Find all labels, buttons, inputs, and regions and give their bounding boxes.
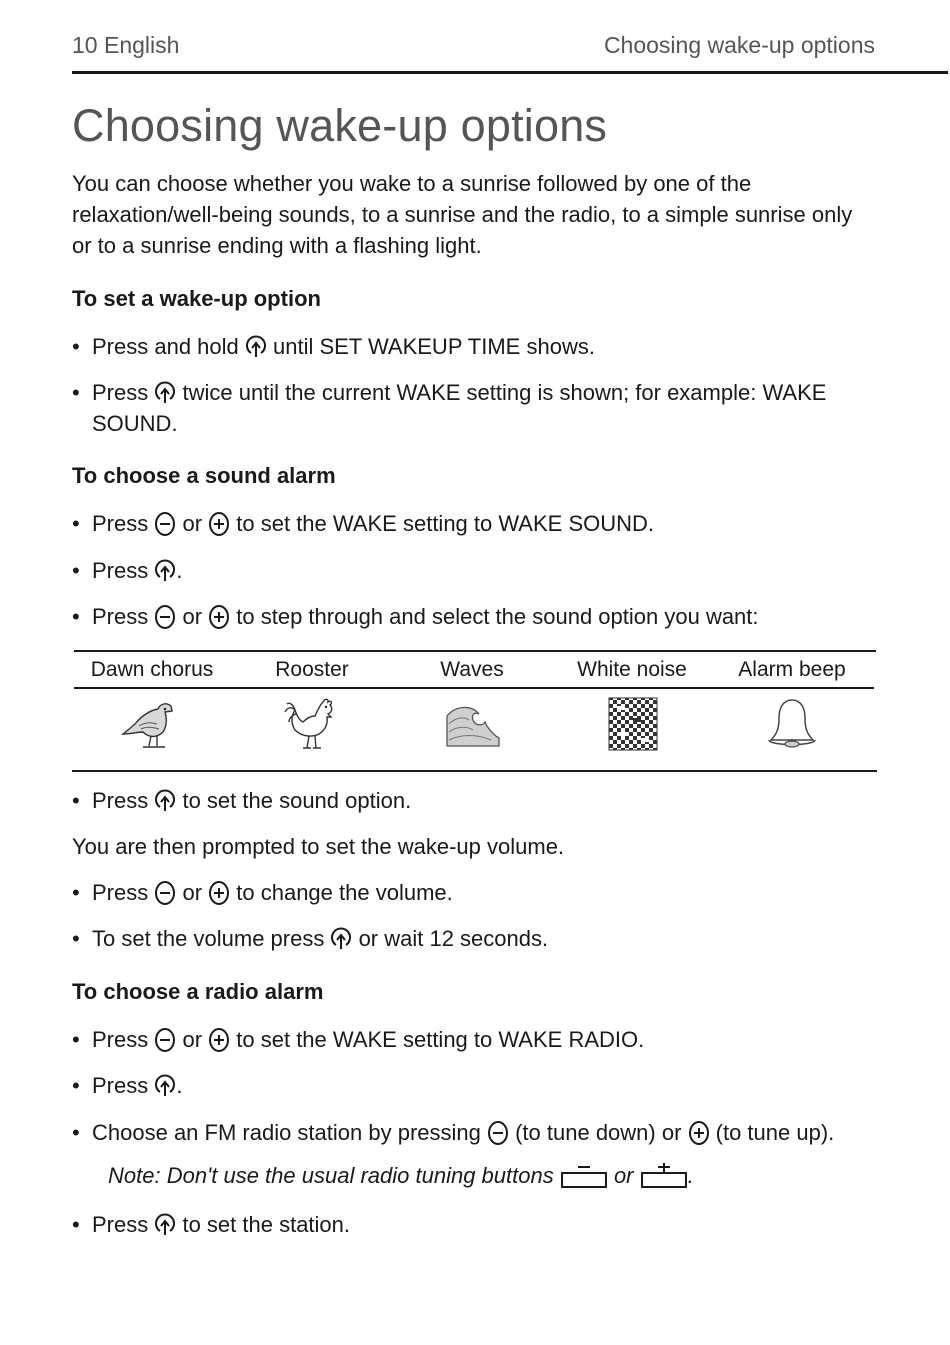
text: or wait 12 seconds.	[352, 926, 549, 951]
table-cell	[552, 696, 712, 757]
table-header-cell: Rooster	[275, 658, 349, 681]
plus-button-icon	[208, 1027, 230, 1053]
table-header-cell: Waves	[440, 658, 504, 681]
rooster-icon	[281, 696, 343, 752]
text: or	[607, 1163, 640, 1188]
text: or	[176, 511, 209, 536]
bullet: •	[72, 1027, 80, 1052]
select-button-icon	[154, 788, 176, 814]
table-header-rule	[74, 687, 874, 689]
select-button-icon	[154, 1212, 176, 1238]
bullet: •	[72, 788, 80, 813]
text: Choose an FM radio station by pressing	[92, 1120, 487, 1145]
text: To set the volume press	[92, 926, 331, 951]
text: Press	[92, 558, 155, 583]
bullet: •	[72, 1120, 80, 1145]
note-text	[108, 1163, 694, 1189]
tune-up-button-icon	[640, 1163, 688, 1189]
text: Press	[92, 511, 155, 536]
table-bottom-rule	[72, 770, 877, 772]
text: or	[176, 1027, 209, 1052]
table-cell	[232, 696, 392, 757]
text: Press	[92, 380, 155, 405]
bullet: •	[72, 1212, 80, 1237]
minus-button-icon	[154, 880, 176, 906]
text: .	[176, 558, 183, 583]
plus-button-icon	[208, 511, 230, 537]
bullet: •	[72, 380, 80, 405]
text: to set the WAKE setting to WAKE SOUND.	[230, 511, 654, 536]
text: to set the sound option.	[176, 788, 412, 813]
section-heading-sound-alarm: To choose a sound alarm	[72, 463, 336, 488]
minus-button-icon	[154, 604, 176, 630]
minus-button-icon	[487, 1120, 509, 1146]
text: .	[687, 1163, 694, 1188]
bullet: •	[72, 334, 80, 359]
table-cell	[712, 696, 872, 757]
table-header-cell: Alarm beep	[738, 658, 846, 681]
text: (to tune down) or	[508, 1120, 688, 1145]
page-number-label: 10 English	[72, 32, 180, 58]
text: Press	[92, 1212, 155, 1237]
section-heading-set-option: To set a wake-up option	[72, 286, 321, 311]
plus-button-icon	[688, 1120, 710, 1146]
text: Press and hold	[92, 334, 245, 359]
volume-prompt-text: You are then prompted to set the wake-up volume.	[72, 834, 565, 859]
text: (to tune up).	[709, 1120, 835, 1145]
page-title: Choosing wake-up options	[72, 100, 608, 151]
running-header	[72, 32, 875, 59]
text: until SET WAKEUP TIME shows.	[266, 334, 595, 359]
minus-button-icon	[154, 1027, 176, 1053]
select-button-icon	[154, 380, 176, 406]
bullet: •	[72, 558, 80, 583]
bird-icon	[121, 696, 183, 752]
text: .	[176, 1073, 183, 1098]
select-button-icon	[330, 926, 352, 952]
wave-icon	[441, 696, 503, 752]
minus-button-icon	[154, 511, 176, 537]
text: Note: Don't use the usual radio tuning buttons	[108, 1163, 560, 1188]
text: or	[176, 880, 209, 905]
table-cell	[72, 696, 232, 757]
running-title: Choosing wake-up options	[603, 32, 875, 58]
select-button-icon	[154, 1073, 176, 1099]
bullet: •	[72, 511, 80, 536]
text: to set the WAKE setting to WAKE RADIO.	[230, 1027, 645, 1052]
table-top-rule	[74, 650, 876, 652]
text: Press	[92, 1073, 155, 1098]
text: Press	[92, 1027, 155, 1052]
bullet: •	[72, 604, 80, 629]
text: to step through and select the sound option you want:	[230, 604, 759, 629]
table-header-cell: White noise	[577, 658, 687, 681]
select-button-icon	[154, 558, 176, 584]
text: Press	[92, 788, 155, 813]
text: twice until the current WAKE setting is shown; for example: WAKE SOUND.	[92, 380, 827, 436]
intro-paragraph: You can choose whether you wake to a sunrise followed by one of the relaxation/well-being sounds, to a sunrise and the radio, to a simple sunrise only or to a sunrise ending with a flashing light.	[72, 171, 853, 258]
header-divider	[72, 71, 948, 74]
text: to change the volume.	[230, 880, 453, 905]
bullet: •	[72, 880, 80, 905]
plus-button-icon	[208, 604, 230, 630]
section-heading-radio-alarm: To choose a radio alarm	[72, 979, 324, 1004]
bell-icon	[761, 696, 823, 752]
tune-down-button-icon	[560, 1163, 608, 1189]
select-button-icon	[245, 334, 267, 360]
table-header-cell: Dawn chorus	[90, 658, 214, 681]
bullet: •	[72, 926, 80, 951]
plus-button-icon	[208, 880, 230, 906]
text: to set the station.	[176, 1212, 351, 1237]
bullet: •	[72, 1073, 80, 1098]
white-noise-icon	[601, 696, 663, 752]
text: Press	[92, 604, 155, 629]
table-cell	[392, 696, 552, 757]
text: or	[176, 604, 209, 629]
text: Press	[92, 880, 155, 905]
